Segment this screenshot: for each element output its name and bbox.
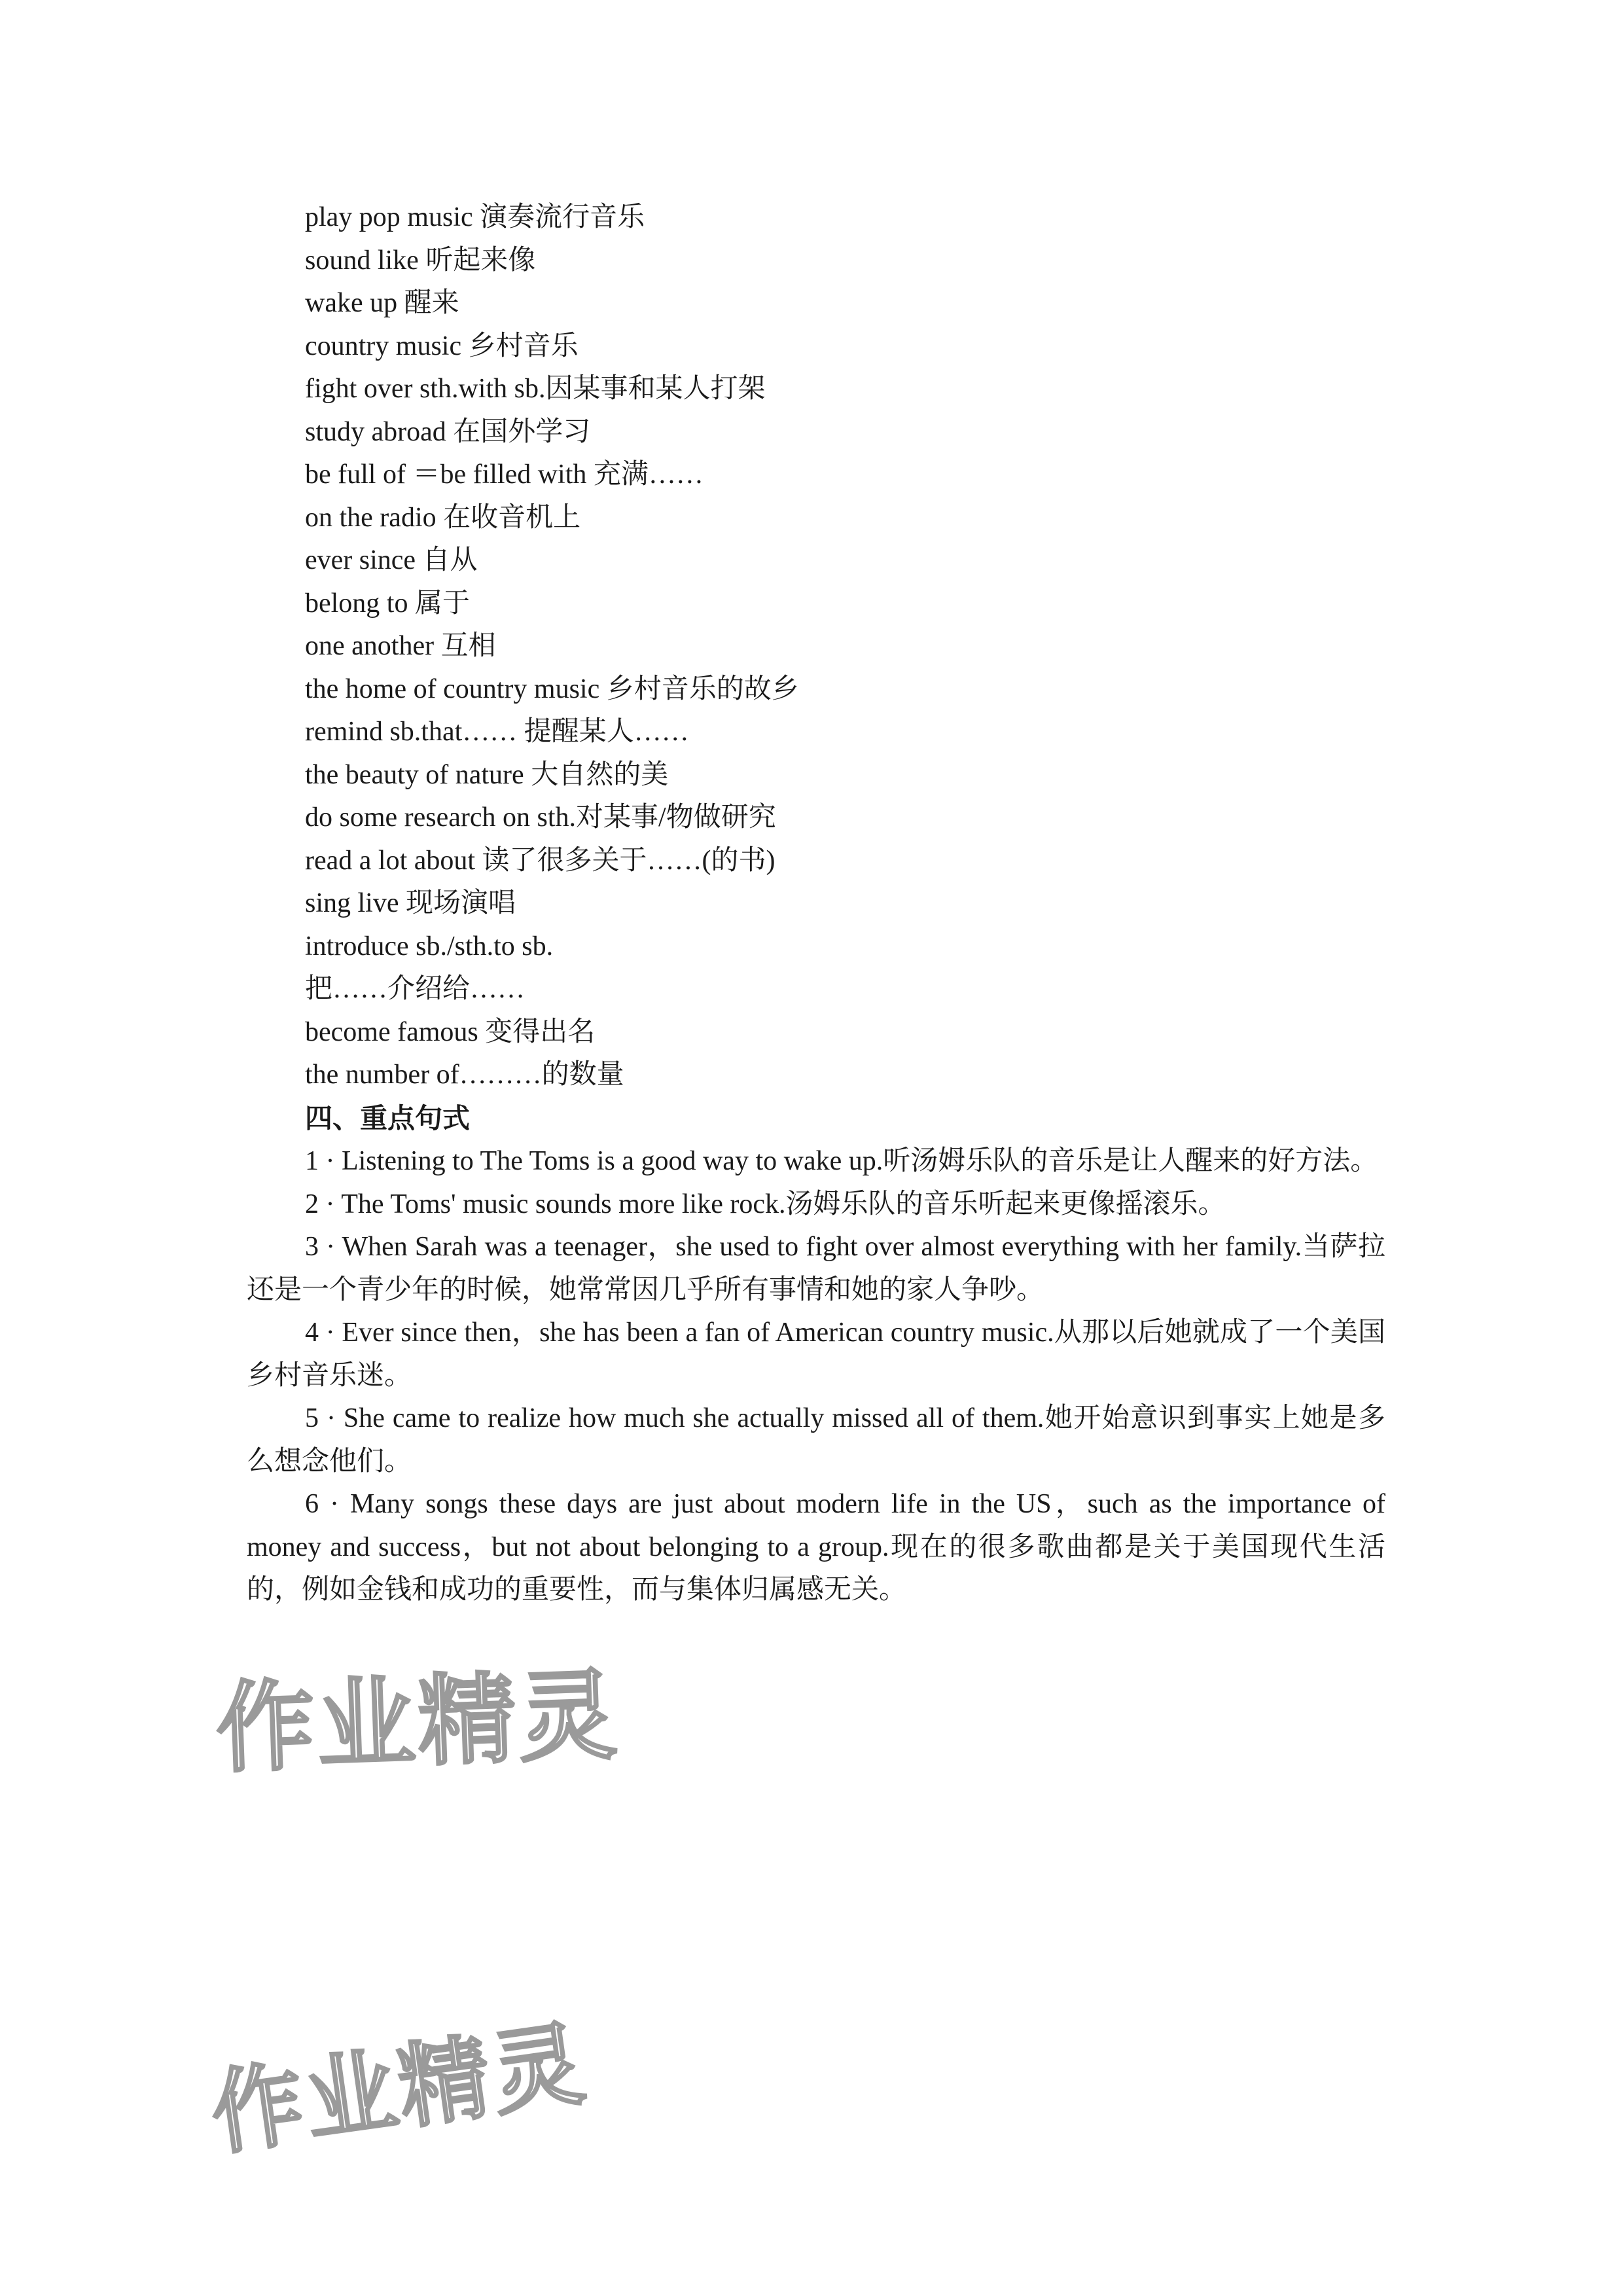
watermark-logo: 作业精灵 <box>214 1659 622 1787</box>
phrase-item: wake up 醒来 <box>305 288 459 318</box>
key-sentences <box>247 1140 1385 1612</box>
phrase-item: sing live 现场演唱 <box>305 888 516 918</box>
sentence-item: 1 · Listening to The Toms is a good way to wake up.听汤姆乐队的音乐是让人醒来的好方法。 <box>305 1146 1378 1176</box>
phrase-item: play pop music 演奏流行音乐 <box>305 202 645 232</box>
phrase-item: the home of country music 乡村音乐的故乡 <box>305 673 799 704</box>
sentence-item: 2 · The Toms' music sounds more like rock.汤姆乐队的音乐听起来更像摇滚乐。 <box>305 1189 1226 1219</box>
phrase-item: sound like 听起来像 <box>305 245 536 276</box>
phrase-item: become famous 变得出名 <box>305 1016 596 1047</box>
section-heading: 四、重点句式 <box>305 1102 471 1134</box>
watermark-logo: 作业精灵 <box>205 2010 594 2169</box>
phrase-item: ever since 自从 <box>305 545 478 575</box>
phrase-item: country music 乡村音乐 <box>305 331 579 361</box>
phrase-item: do some research on sth.对某事/物做研究 <box>305 802 776 833</box>
phrase-item: remind sb.that…… 提醒某人…… <box>305 717 689 747</box>
phrase-item: introduce sb./sth.to sb. <box>305 931 554 961</box>
sentence-item: 3 · When Sarah was a teenager，she used to fight over almost everything with her family.当萨拉还是一个青少年的时候，她常常因几乎所有事情和她的家人争吵。 <box>247 1232 1385 1305</box>
sentence-item: 6 · Many songs these days are just about modern life in the US，such as the importance of money and success，but not about belonging to a group.现在的很多歌曲都是关于美国现代生活的，例如金钱和成功的重要性，而与集体归属感无关。 <box>247 1489 1385 1605</box>
phrase-item: on the radio 在收音机上 <box>305 502 581 533</box>
phrase-item: one another 互相 <box>305 631 496 661</box>
phrase-item: fight over sth.with sb.因某事和某人打架 <box>305 374 766 404</box>
phrase-item: belong to 属于 <box>305 588 470 619</box>
phrase-list <box>305 196 1418 1097</box>
phrase-item: read a lot about 读了很多关于……(的书) <box>305 845 776 876</box>
phrase-item: study abroad 在国外学习 <box>305 416 591 447</box>
sentence-item: 4 · Ever since then，she has been a fan of American country music.从那以后她就成了一个美国乡村音乐迷。 <box>247 1318 1385 1391</box>
phrase-item: the number of………的数量 <box>305 1060 624 1090</box>
sentence-item: 5 · She came to realize how much she actually missed all of them.她开始意识到事实上她是多么想念他们。 <box>247 1403 1385 1477</box>
phrase-item: the beauty of nature 大自然的美 <box>305 759 669 790</box>
phrase-item: be full of ＝be filled with 充满…… <box>305 459 704 490</box>
phrase-item: 把……介绍给…… <box>305 974 526 1004</box>
